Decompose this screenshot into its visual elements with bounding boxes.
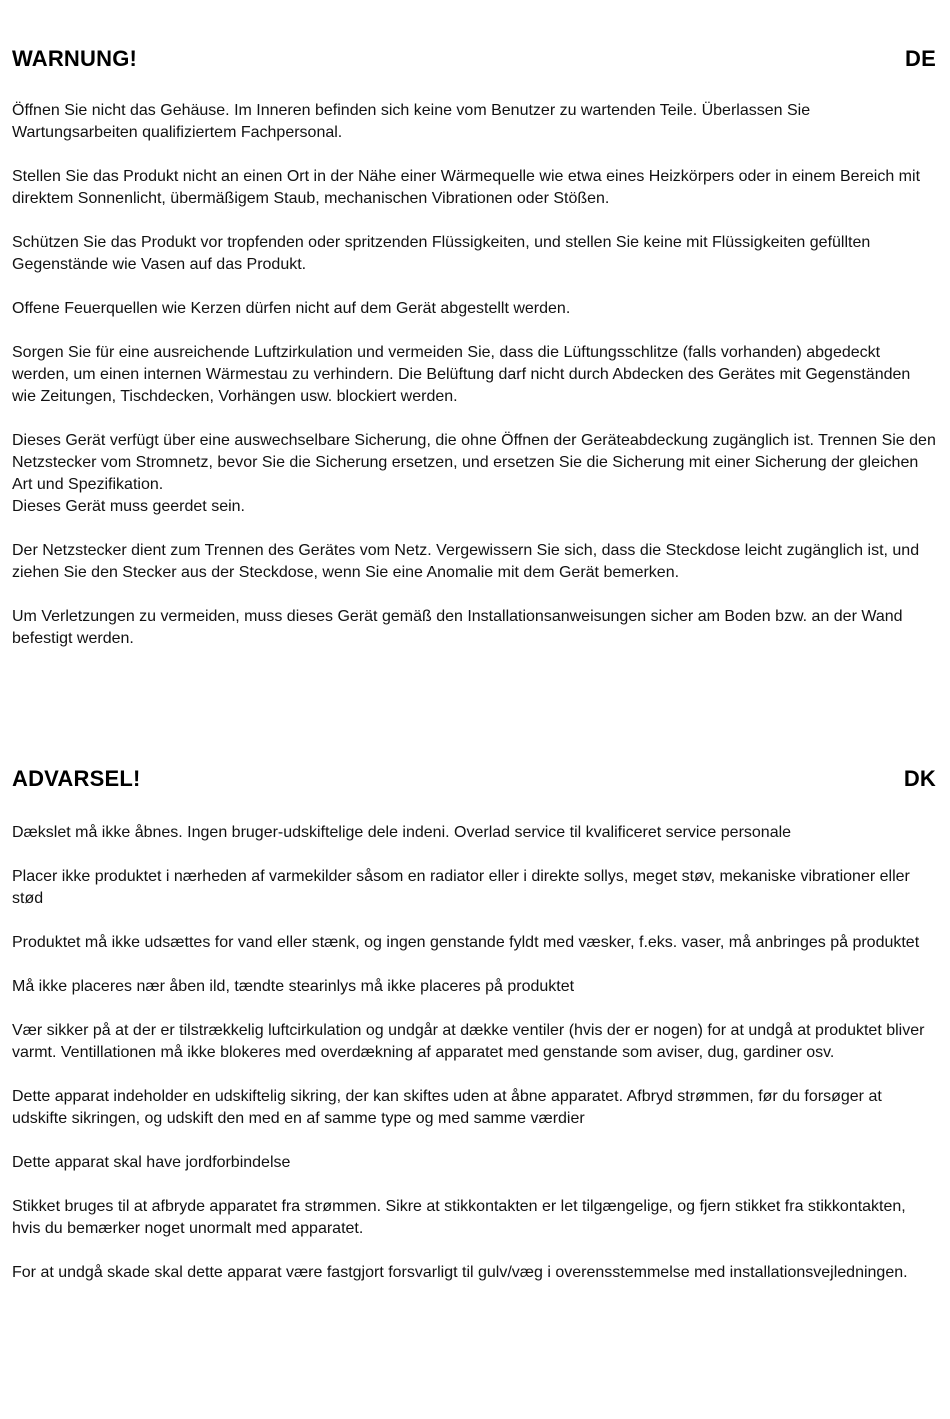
warning-heading: WARNUNG! [12,46,138,71]
language-code: DK [903,766,936,791]
warning-paragraph: Stellen Sie das Produkt nicht an einen Ort in der Nähe einer Wärmequelle wie etwa eines Heizkörpers oder in einem Bereich mit direktem Sonnenlicht, übermäßigem Staub, mechanischen Vibrationen oder Stößen. [12,168,921,207]
warning-paragraph: Produktet må ikke udsættes for vand eller stænk, og ingen genstande fyldt med væsker, f.eks. vaser, må anbringes på produktet [12,934,920,951]
warning-paragraph: Der Netzstecker dient zum Trennen des Gerätes vom Netz. Vergewissern Sie sich, dass die Steckdose leicht zugänglich ist, und ziehen Sie den Stecker aus der Steckdose, wenn Sie eine Anomalie mit dem Gerät bemerken. [12,542,920,581]
language-code: DE [905,46,936,71]
warning-heading: ADVARSEL! [12,766,141,791]
warning-paragraphs [12,822,936,1284]
warning-paragraph: Stikket bruges til at afbryde apparatet fra strømmen. Sikre at stikkontakten er let tilgængelige, og fjern stikket fra stikkontakten, hvis du bemærker noget unormalt med apparatet. [12,1198,906,1237]
warning-paragraph: Vær sikker på at der er tilstrækkelig luftcirkulation og undgår at dække ventiler (hvis der er nogen) for at undgå at produktet bliver varmt. Ventillationen må ikke blokeres med overdækning af apparatet med genstande som aviser, dug, gardiner osv. [12,1022,925,1061]
warning-paragraph: Dette apparat skal have jordforbindelse [12,1154,291,1171]
warning-section-de [12,46,936,672]
warning-paragraph: For at undgå skade skal dette apparat være fastgjort forsvarligt til gulv/væg i overensstemmelse med installationsvejledningen. [12,1264,908,1281]
warning-paragraph: Dieses Gerät verfügt über eine auswechselbare Sicherung, die ohne Öffnen der Geräteabdeckung zugänglich ist. Trennen Sie den Netzstecker vom Stromnetz, bevor Sie die Sicherung ersetzen, und ersetzen Sie die Sicherung mit einer Sicherung der gleichen Art und Spezifikation. [12,432,936,493]
warning-paragraph: Placer ikke produktet i nærheden af varmekilder såsom en radiator eller i direkte sollys, meget støv, mekaniske vibrationer eller stød [12,868,910,907]
warning-paragraphs [12,100,936,650]
warning-paragraph: Um Verletzungen zu vermeiden, muss dieses Gerät gemäß den Installationsanweisungen sicher am Boden bzw. an der Wand befestigt werden. [12,608,903,647]
section-header [12,766,936,796]
warning-paragraph: Dette apparat indeholder en udskiftelig sikring, der kan skiftes uden at åbne apparatet. Afbryd strømmen, før du forsøger at udskifte sikringen, og udskift den med en af samme type og med samme værdier [12,1088,882,1127]
warning-paragraph: Öffnen Sie nicht das Gehäuse. Im Inneren befinden sich keine vom Benutzer zu wartenden Teile. Überlassen Sie Wartungsarbeiten qualifiziertem Fachpersonal. [12,102,811,141]
warning-paragraph: Offene Feuerquellen wie Kerzen dürfen nicht auf dem Gerät abgestellt werden. [12,300,571,317]
warning-paragraph: Dieses Gerät muss geerdet sein. [12,498,245,515]
section-header [12,46,936,76]
warning-paragraph: Dækslet må ikke åbnes. Ingen bruger-udskiftelige dele indeni. Overlad service til kvalificeret service personale [12,824,792,841]
warning-section-dk [12,766,936,1306]
warning-paragraph: Schützen Sie das Produkt vor tropfenden oder spritzenden Flüssigkeiten, und stellen Sie keine mit Flüssigkeiten gefüllten Gegenstände wie Vasen auf das Produkt. [12,234,871,273]
warning-paragraph: Må ikke placeres nær åben ild, tændte stearinlys må ikke placeres på produktet [12,978,575,995]
warning-paragraph: Sorgen Sie für eine ausreichende Luftzirkulation und vermeiden Sie, dass die Lüftungsschlitze (falls vorhanden) abgedeckt werden, um einen internen Wärmestau zu verhindern. Die Belüftung darf nicht durch Abdecken des Gerätes mit Gegenständen wie Zeitungen, Tischdecken, Vorhängen usw. blockiert werden. [12,344,911,405]
